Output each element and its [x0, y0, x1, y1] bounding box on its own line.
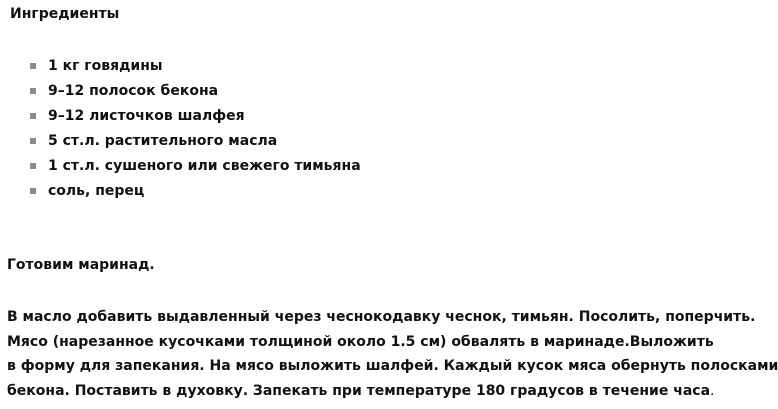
ingredient-text: 1 кг говядины	[48, 58, 163, 74]
ingredients-list	[30, 54, 361, 204]
square-bullet-icon	[30, 63, 36, 69]
marinade-heading: Готовим маринад.	[7, 257, 155, 273]
instructions-line-3: в форму для запекания. На мясо выложить шалфей. Каждый кусок мяса обернуть полосками	[7, 358, 778, 374]
square-bullet-icon	[30, 188, 36, 194]
instructions-line-4	[7, 379, 715, 404]
list-item	[30, 104, 361, 129]
square-bullet-icon	[30, 113, 36, 119]
square-bullet-icon	[30, 138, 36, 144]
list-item	[30, 54, 361, 79]
instructions-line-1: В масло добавить выдавленный через чеснокодавку чеснок, тимьян. Посолить, поперчить.	[7, 309, 756, 325]
instructions-line-2: Мясо (нарезанное кусочками толщиной около 1.5 см) обвалять в маринаде.Выложить	[7, 333, 714, 350]
list-item	[30, 179, 361, 204]
ingredient-text: соль, перец	[48, 183, 145, 199]
square-bullet-icon	[30, 88, 36, 94]
instructions-final-period: .	[710, 382, 715, 399]
ingredient-text: 1 ст.л. сушеного или свежего тимьяна	[48, 158, 361, 174]
list-item	[30, 129, 361, 154]
instructions-line-4-text: бекона. Поставить в духовку. Запекать при температуре 180 градусов в течение часа	[7, 382, 711, 399]
ingredient-text: 5 ст.л. растительного масла	[48, 133, 278, 149]
list-item	[30, 79, 361, 104]
ingredient-text: 9–12 полосок бекона	[48, 83, 219, 99]
instructions-paragraph	[7, 305, 778, 403]
ingredient-text: 9–12 листочков шалфея	[48, 108, 245, 124]
list-item	[30, 154, 361, 179]
square-bullet-icon	[30, 163, 36, 169]
ingredients-title: Ингредиенты	[10, 6, 120, 22]
